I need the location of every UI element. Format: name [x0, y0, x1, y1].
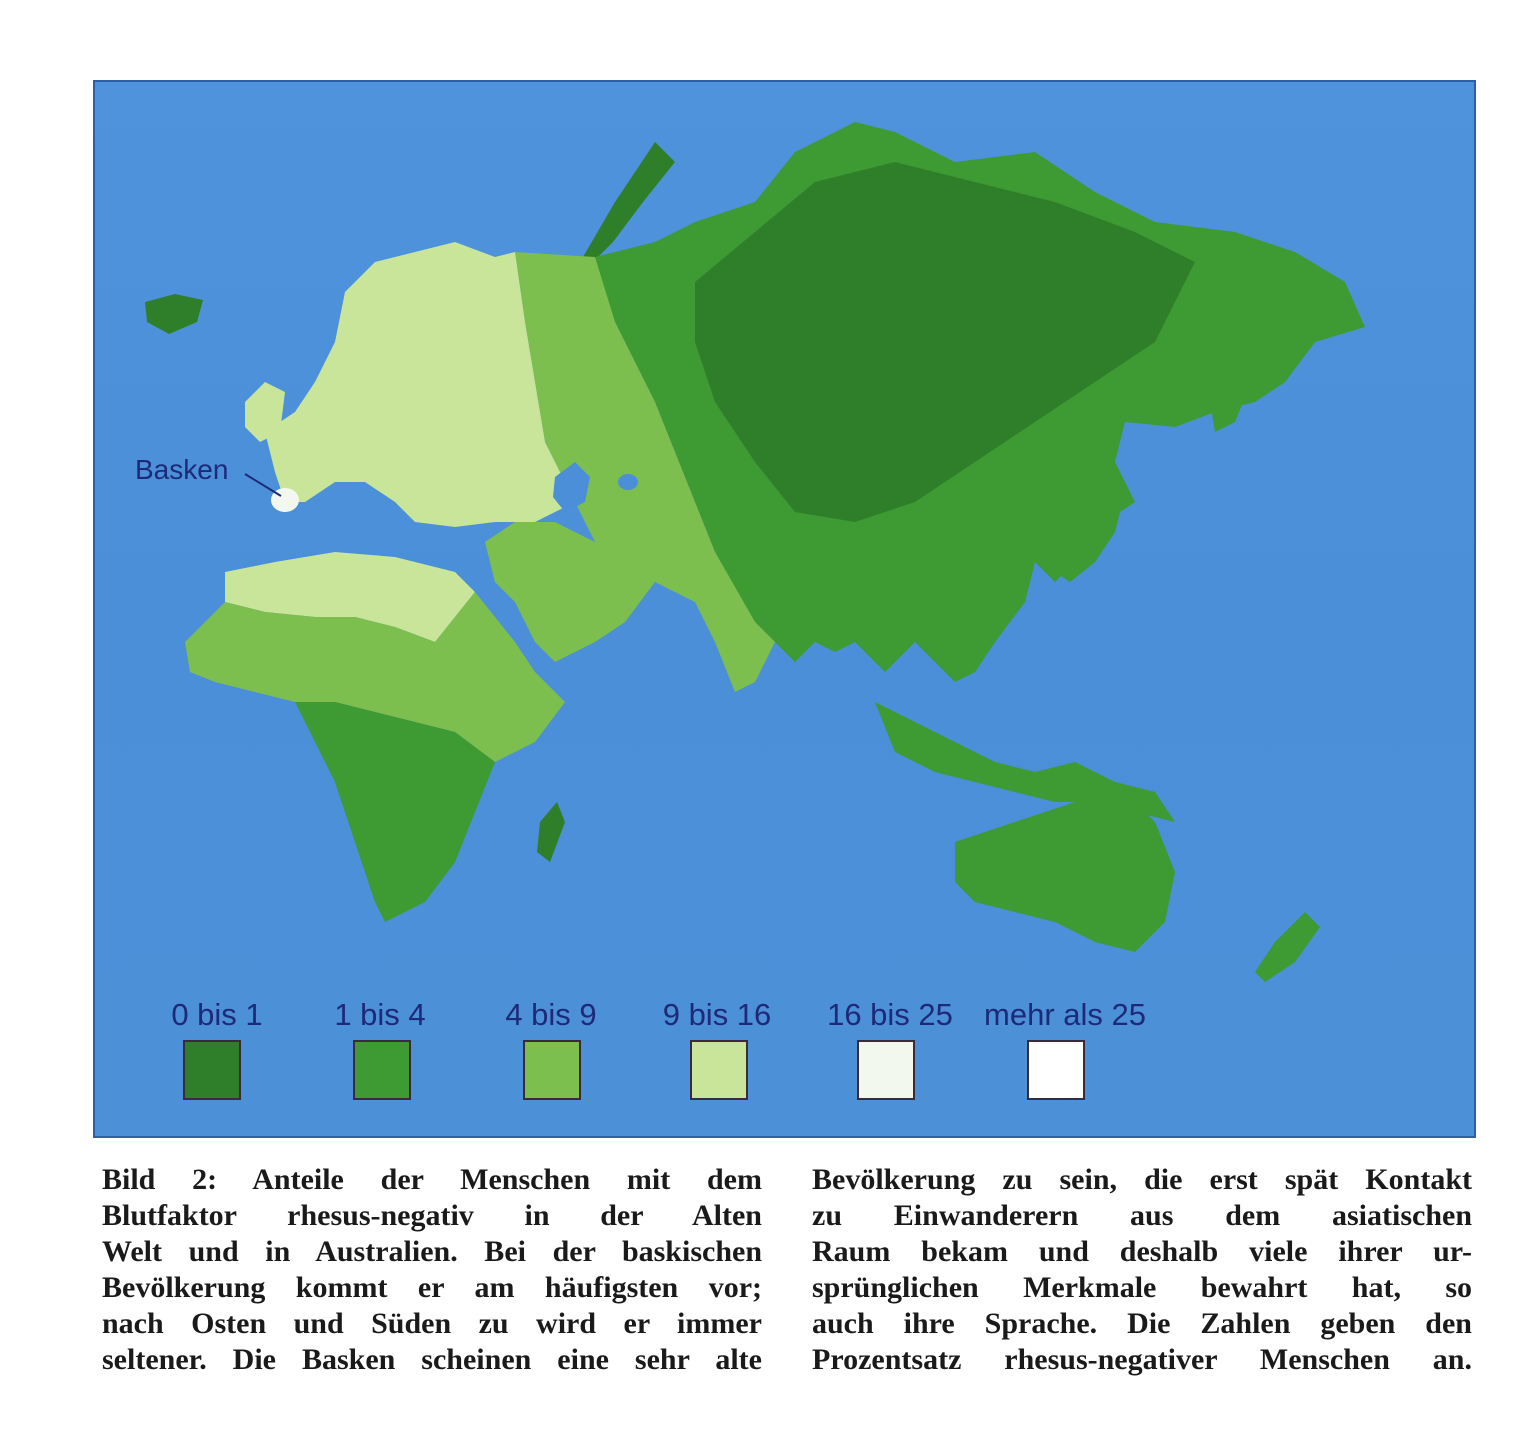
madagascar-region [537, 802, 565, 862]
caption-line: Blutfaktor rhesus-negativ in der Alten [102, 1199, 762, 1232]
aral-sea [618, 474, 638, 490]
caption-line: auch ihre Sprache. Die Zahlen geben den [812, 1307, 1472, 1340]
caption-left-column [102, 1162, 762, 1378]
caption-line: seltener. Die Basken scheinen eine sehr alte [102, 1343, 762, 1376]
new-zealand-region [1255, 912, 1320, 982]
figure-caption [102, 1162, 1472, 1376]
basken-pointer [245, 474, 281, 496]
legend-swatch-3 [690, 1040, 748, 1100]
caption-line: nach Osten und Süden zu wird er immer [102, 1307, 762, 1340]
caption-line: Welt und in Australien. Bei der baskischen [102, 1235, 762, 1268]
legend-swatch-5 [1027, 1040, 1085, 1100]
caption-line: Prozentsatz rhesus-negativer Menschen an. [812, 1343, 1472, 1376]
caption-line: sprünglichen Merkmale bewahrt hat, so [812, 1271, 1472, 1304]
legend-label-4: 16 bis 25 [827, 997, 953, 1032]
caption-line: Bevölkerung kommt er am häufigsten vor; [102, 1271, 762, 1304]
caption-line: Raum bekam und deshalb viele ihrer ur- [812, 1235, 1472, 1268]
legend-label-1: 1 bis 4 [334, 997, 426, 1032]
legend-swatch-4 [857, 1040, 915, 1100]
legend-label-3: 9 bis 16 [662, 997, 772, 1032]
legend-label-0: 0 bis 1 [171, 997, 263, 1032]
australia-region [955, 792, 1175, 952]
map-canvas [95, 82, 1476, 1138]
caption-right-column [812, 1162, 1472, 1378]
map-frame [93, 80, 1476, 1138]
caption-line: Bild 2: Anteile der Menschen mit dem [102, 1163, 762, 1196]
iceland-region [145, 294, 203, 334]
legend-label-5: mehr als 25 [984, 997, 1146, 1032]
legend-swatch-2 [523, 1040, 581, 1100]
legend-swatch-1 [353, 1040, 411, 1100]
legend-label-2: 4 bis 9 [505, 997, 597, 1032]
caption-line: Bevölkerung zu sein, die erst spät Kontakt [812, 1163, 1472, 1196]
legend-swatch-0 [183, 1040, 241, 1100]
caption-line: zu Einwanderern aus dem asiatischen [812, 1199, 1472, 1232]
basken-label: Basken [135, 454, 229, 485]
